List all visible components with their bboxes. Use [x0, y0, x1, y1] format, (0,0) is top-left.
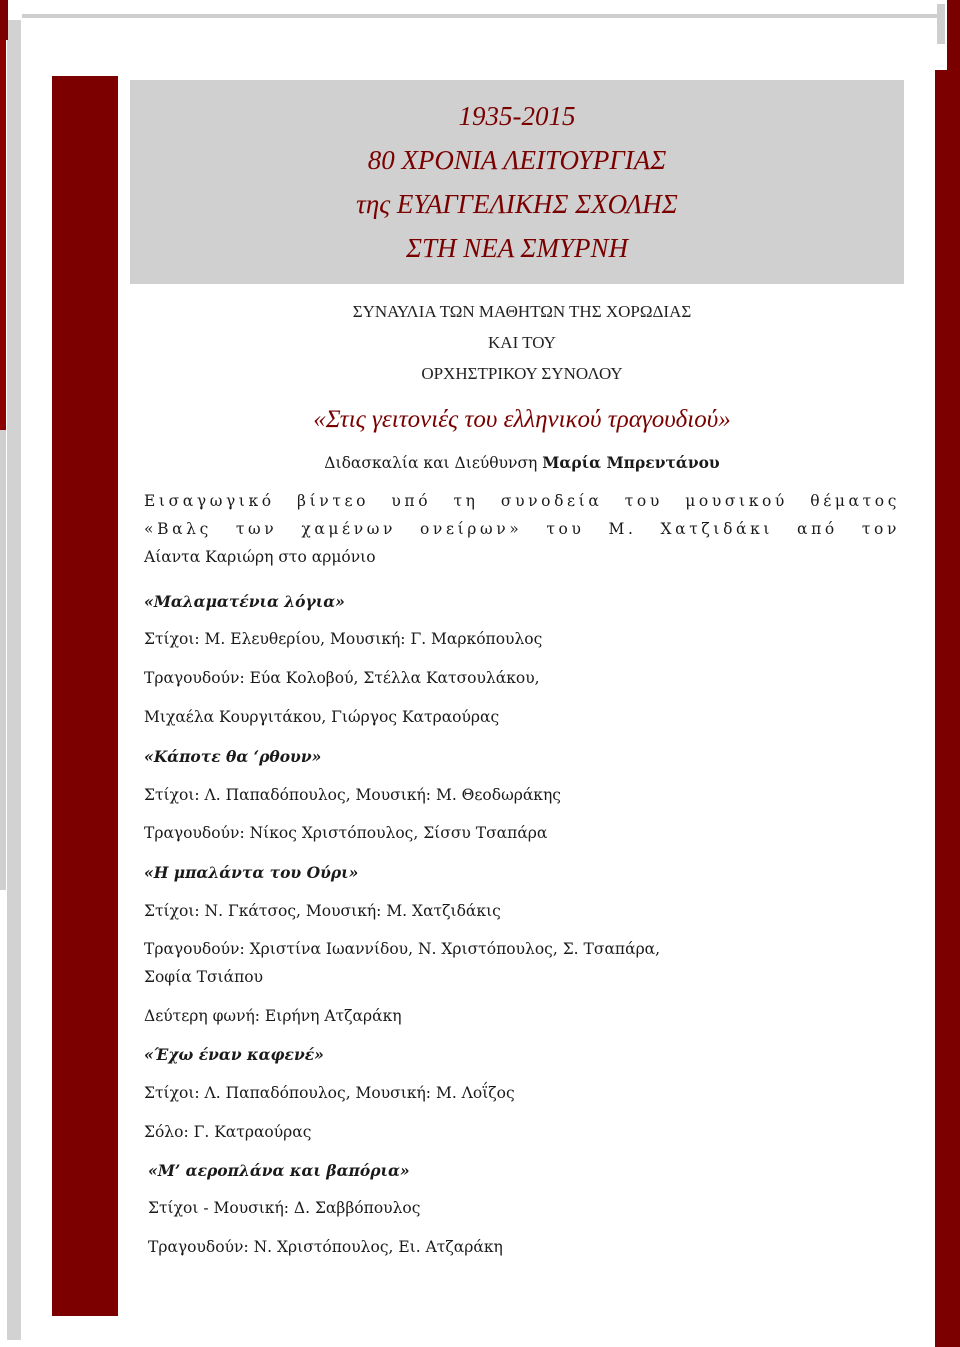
concert-title: «Στις γειτονιές του ελληνικού τραγουδιού» — [313, 406, 731, 433]
intro-line-1: Εισαγωγικό βίντεο υπό τη συνοδεία του μουσικού θέματος — [144, 492, 900, 510]
school-name: της ΕΥΑΓΓΕΛΙΚΗΣ ΣΧΟΛΗΣ — [356, 189, 678, 219]
intro-line-3: Αίαντα Καριώρη στο αρμόνιο — [144, 548, 376, 566]
song-credit: Στίχοι: Ν. Γκάτσος, Μουσική: Μ. Χατζιδάκις — [144, 902, 501, 920]
direction-label: Διδασκαλία και Διεύθυνση — [324, 454, 538, 472]
right-red-bar-lower — [935, 645, 960, 1347]
intro-line-2: «Βαλς των χαμένων ονείρων» του Μ. Χατζιδάκι από τον — [144, 520, 900, 538]
song-title: «Μαλαματένια λόγια» — [144, 592, 345, 611]
song-credit: Στίχοι: Μ. Ελευθερίου, Μουσική: Γ. Μαρκόπουλος — [144, 630, 543, 648]
song-credit: Στίχοι: Λ. Παπαδόπουλος, Μουσική: Μ. Λοΐζος — [144, 1084, 515, 1102]
concert-heading-line-1: ΣΥΝΑΥΛΙΑ ΤΩΝ ΜΑΘΗΤΩΝ ΤΗΣ ΧΟΡΩΔΙΑΣ — [352, 302, 692, 321]
song-credit: Μιχαέλα Κουργιτάκου, Γιώργος Κατραούρας — [144, 708, 500, 726]
song-credit: Τραγουδούν: Ν. Χριστόπουλος, Ει. Ατζαράκη — [148, 1238, 503, 1256]
school-location: ΣΤΗ ΝΕΑ ΣΜΥΡΝΗ — [405, 233, 629, 263]
right-red-bar-upper — [935, 70, 960, 645]
left-edge-gray-stripe — [0, 430, 6, 890]
top-left-red-mark — [0, 0, 8, 40]
top-right-gray-mark — [937, 4, 945, 44]
song-credit: Σοφία Τσιάπου — [144, 968, 264, 986]
song-credit: Τραγουδούν: Χριστίνα Ιωαννίδου, Ν. Χριστόπουλος, Σ. Τσαπάρα, — [144, 940, 661, 958]
song-credit: Στίχοι - Μουσική: Δ. Σαββόπουλος — [148, 1199, 421, 1217]
song-credit: Τραγουδούν: Νίκος Χριστόπουλος, Σίσσυ Τσαπάρα — [144, 824, 548, 842]
song-credit: Σόλο: Γ. Κατραούρας — [144, 1123, 312, 1141]
concert-heading-line-2: ΚΑΙ ΤΟΥ — [488, 333, 556, 352]
song-title: «Μ’ αεροπλάνα και βαπόρια» — [148, 1161, 410, 1180]
left-edge-red-stripe — [0, 40, 6, 440]
anniversary-title: 80 ΧΡΟΝΙΑ ΛΕΙΤΟΥΡΓΙΑΣ — [367, 145, 667, 175]
song-title: «Κάποτε θα ‘ρθουν» — [144, 747, 322, 766]
song-credit: Δεύτερη φωνή: Ειρήνη Ατζαράκη — [144, 1007, 402, 1025]
song-title: «Έχω έναν καφενέ» — [144, 1045, 324, 1064]
title-banner — [130, 80, 904, 284]
top-gray-rule — [22, 14, 942, 18]
concert-heading-line-3: ΟΡΧΗΣΤΡΙΚΟΥ ΣΥΝΟΛΟΥ — [421, 364, 623, 383]
concert-heading — [144, 296, 900, 389]
program-content — [144, 296, 900, 1256]
anniversary-years: 1935-2015 — [458, 101, 576, 131]
direction-credit — [144, 453, 900, 472]
top-right-red-mark — [947, 0, 960, 70]
left-red-bar — [52, 76, 118, 1316]
song-credit: Στίχοι: Λ. Παπαδόπουλος, Μουσική: Μ. Θεοδωράκης — [144, 786, 561, 804]
song-title: «Η μπαλάντα του Ούρι» — [144, 863, 359, 882]
song-credit: Τραγουδούν: Εύα Κολοβού, Στέλλα Κατσουλάκου, — [144, 669, 540, 687]
director-name: Μαρία Μπρεντάνου — [542, 453, 720, 472]
left-gray-stripe — [7, 20, 21, 1340]
